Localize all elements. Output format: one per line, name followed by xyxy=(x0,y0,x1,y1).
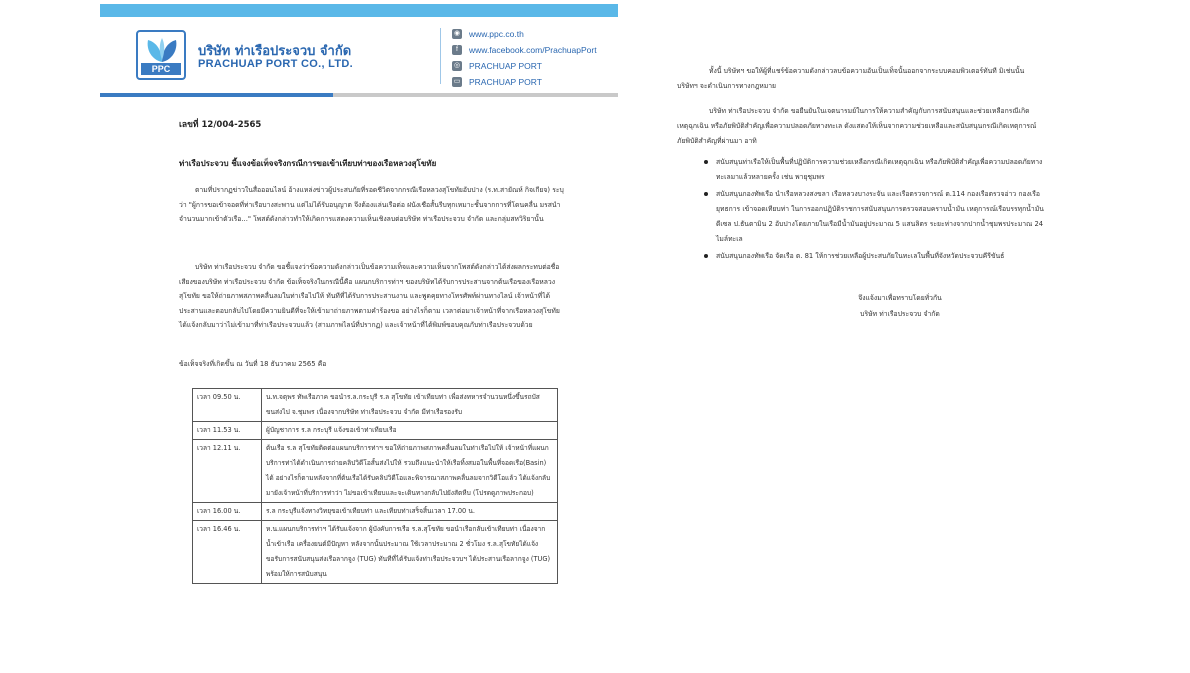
contact-website[interactable] xyxy=(452,26,597,42)
body-paragraph: ตามที่ปรากฏข่าวในสื่อออนไลน์ อ้างแหล่งข่าวผู้ประสบภัยที่รอดชีวิตจากกรณีเรือหลวงสุโขทัยอับปาง (ร.ท.สายัณห์ กิจเกียจ) ระบุว่า "ผู้การขอเข้าจอดที่ท่าเรือบางสะพาน แต่ไม่ได้รับอนุญาต จึงต้องแล่นเรือต่อ ฝนังเชือสั้นรีบทุกเหมาะชั้นจากการที่โดนคลื่น มรสนำจำนวนมากเข้าตัวเรือ..." โพสต์ดังกล่าวทำให้เกิดการแสดงความเห็นเชิงลบต่อบริษัท ท่าเรือประจวบ จำกัด และกลุ่มสหวิริยานั้น xyxy=(179,186,564,224)
contact-facebook[interactable] xyxy=(452,42,597,58)
event-description: ต้นเรือ ร.ล สุโขทัยติดต่อแผนกบริการท่าฯ ขอให้ถ่ายภาพสภาพคลื่นลมในท่าเรือไปให้ เจ้าหน้าที่แผนกบริการท่าได้ดำเนินการถ่ายคลิปวิดีโอสั้นส่งไปให้ รวมถึงแนะนำให้เรือทิ้งสมอในพื้นที่จอดเรือ(Basin) ได้ อย่างไรก็ตามหลังจากที่ต้นเรือได้รับคลิปวิดีโอและพิจารณาสภาพคลื่นลมจากวิดีโอแล้ว ได้แจ้งกลับมายังเจ้าหน้าที่บริการท่าว่า ไม่ขอเข้าเทียบและจะเดินทางกลับไปยังสัตหีบ (โปรดดูภาพประกอบ) xyxy=(262,440,558,503)
list-item xyxy=(702,249,1044,264)
letterhead-bottom-bar xyxy=(100,93,618,97)
contact-line[interactable] xyxy=(452,74,597,90)
company-name-english: PRACHUAP PORT CO., LTD. xyxy=(198,58,353,70)
list-item xyxy=(702,155,1044,185)
body-paragraph: ทั้งนี้ บริษัทฯ ขอให้ผู้ที่แชร์ข้อความดังกล่าวลบข้อความอันเป็นเท็จนั้นออกจากระบบคอมพิวเตอร์ทันที มิเช่นนั้น บริษัทฯ จะดำเนินการทางกฎหมาย xyxy=(677,67,1025,90)
table-row xyxy=(193,422,558,440)
event-timeline-table xyxy=(192,388,558,584)
event-time: เวลา 09.50 น. xyxy=(193,389,262,422)
line-icon: ▭ xyxy=(453,78,461,85)
logo-text: PPC xyxy=(141,63,181,75)
contact-text: PRACHUAP PORT xyxy=(469,61,542,71)
event-description: ผู้บัญชาการ ร.ล กระบุรี แจ้งขอเข้าท่าเทียบเรือ xyxy=(262,422,558,440)
table-row xyxy=(193,389,558,422)
support-list xyxy=(702,155,1044,266)
document-page-1 xyxy=(100,0,620,673)
contact-text: www.ppc.co.th xyxy=(469,29,524,39)
body-paragraph: ข้อเท็จจริงที่เกิดขึ้น ณ วันที่ 18 ธันวาคม 2565 คือ xyxy=(179,360,327,368)
contact-list xyxy=(452,26,597,90)
company-logo xyxy=(136,30,186,80)
globe-icon: ◉ xyxy=(453,30,461,37)
event-time: เวลา 16.00 น. xyxy=(193,503,262,521)
contact-text: www.facebook.com/PrachuapPort xyxy=(469,45,597,55)
document-subject: ท่าเรือประจวบ ชี้แจงข้อเท็จจริงกรณีการขอเข้าเทียบท่าของเรือหลวงสุโขทัย xyxy=(179,159,437,168)
closing-line: จึงแจ้งมาเพื่อทราบโดยทั่วกัน xyxy=(858,294,942,302)
document-page-2 xyxy=(630,0,1050,673)
event-time: เวลา 16.46 น. xyxy=(193,521,262,584)
table-row xyxy=(193,440,558,503)
body-paragraph: บริษัท ท่าเรือประจวบ จำกัด ขอยืนยันในเจตนารมย์ในการให้ความสำคัญกับการสนับสนุนและช่วยเหลือกรณีเกิดเหตุฉุกเฉิน หรือภัยพิบัติสำคัญเพื่อความปลอดภัยทางทะเล ดังแสดงให้เห็นจากความช่วยเหลือและสนับสนุนกรณีเกิดเหตุการณ์ภัยพิบัติสำคัญที่ผ่านมา อาทิ xyxy=(677,107,1037,145)
list-item-text: สนับสนุนกองทัพเรือ จัดเรือ ต. 81 ให้การช่วยเหลือผู้ประสบภัยในทะเลในพื้นที่จังหวัดประจวบคีรีขันธ์ xyxy=(716,252,1005,260)
contact-instagram[interactable] xyxy=(452,58,597,74)
letterhead-divider xyxy=(440,28,441,84)
document-number: เลขที่ 12/004-2565 xyxy=(179,120,262,130)
company-name-thai: บริษัท ท่าเรือประจวบ จำกัด xyxy=(198,44,352,59)
event-description: ร.ล กระบุรีแจ้งทางวิทยุขอเข้าเทียบท่า และเทียบท่าเสร็จสิ้นเวลา 17.00 น. xyxy=(262,503,558,521)
leaf-logo-icon xyxy=(144,36,180,64)
facebook-icon: f xyxy=(452,45,462,55)
table-row xyxy=(193,503,558,521)
body-paragraph: บริษัท ท่าเรือประจวบ จำกัด ขอชี้แจงว่าข้อความดังกล่าวเป็นข้อความเท็จและความเห็นจากโพสต์ดังกล่าวได้ส่งผลกระทบต่อชื่อเสียงของบริษัท ท่าเรือประจวบ จำกัด ข้อเท็จจริงในกรณีนี้คือ แผนกบริการท่าฯ ของบริษัทได้รับการประสานจากต้นเรือของเรือหลวงสุโขทัย ขอให้ถ่ายภาพสภาพคลื่นลมในท่าเรือไปให้ ทันทีที่ได้รับการประสานงาน และพูดคุยทางโทรศัพท์ผ่านทางไลน์ เจ้าหน้าที่ได้ประสานและตอบกลับไปโดยมีความยินดีที่จะให้เข้ามาถ่ายภาพตามคำร้องขอ อย่างไรก็ตาม เวลาต่อมาเจ้าหน้าที่จากเรือหลวงสุโขทัย ได้แจ้งกลับมาว่าไม่เข้ามาที่ท่าเรือประจวบแล้ว (สามภาพไลน์ที่ปรากฏ) และเจ้าหน้าที่ได้พิมพ์ขอบคุณกับท่าเรือประจวบด้วย xyxy=(179,263,560,330)
bullet-icon xyxy=(704,160,708,164)
bullet-icon xyxy=(704,254,708,258)
event-time: เวลา 11.53 น. xyxy=(193,422,262,440)
event-description: น.ท.จตุพร ทัพเรือภาค ขอนำร.ล.กระบุรี ร.ล สุโขทัย เข้าเทียบท่า เพื่อส่งทหารจำนวนหนึ่งขึ้นรถบัสขนส่งไป จ.ชุมพร เนื่องจากบริษัท ท่าเรือประจวบ จำกัด มีท่าเรือรองรับ xyxy=(262,389,558,422)
list-item-text: สนับสนุนกองทัพเรือ นำเรือหลวงสงขลา เรือหลวงบางระจัน และเรือตรวจการณ์ ต.114 กองเรือตรวจอ่าว กองเรือยุทธการ เข้าจอดเทียบท่า ในการออกปฏิบัติราชการสนับสนุนการตรวจสอบคราบน้ำมัน เหตุการณ์เรือบรรทุกน้ำมันดีเซล ป.ธันตามิน 2 อับปางโดยภายในเรือมีน้ำมันอยู่ประมาณ 5 แสนลิตร ระยะห่างจากปากน้ำชุมพรประมาณ 24 ไมล์ทะเล xyxy=(716,190,1044,243)
event-description: ห.น.แผนกบริการท่าฯ ได้รับแจ้งจาก ผู้บังคับการเรือ ร.ล.สุโขทัย ขอนำเรือกลับเข้าเทียบท่า เนื่องจากน้ำเข้าเรือ เครื่องยนต์มีปัญหา หลังจากนั้นประมาณ ใช้เวลาประมาณ 2 ชั่วโมง ร.ล.สุโขทัยได้แจ้งขอรับการสนับสนุนส่งเรือลากจูง (TUG) ทันทีที่ได้รับแจ้งท่าเรือประจวบฯ ได้ประสานเรือลากจูง (TUG) พร้อมให้การสนับสนุน xyxy=(262,521,558,584)
table-row xyxy=(193,521,558,584)
list-item-text: สนับสนุนท่าเรือให้เป็นพื้นที่ปฏิบัติการความช่วยเหลือกรณีเกิดเหตุฉุกเฉิน หรือภัยพิบัติสำคัญเพื่อความปลอดภัยทางทะเลมาแล้วหลายครั้ง เช่น พายุชุมพร xyxy=(716,158,1043,181)
signature-company: บริษัท ท่าเรือประจวบ จำกัด xyxy=(860,310,940,318)
instagram-icon: ◎ xyxy=(453,62,461,69)
list-item xyxy=(702,187,1044,247)
event-time: เวลา 12.11 น. xyxy=(193,440,262,503)
bullet-icon xyxy=(704,192,708,196)
letterhead-top-bar xyxy=(100,4,618,17)
contact-text: PRACHUAP PORT xyxy=(469,77,542,87)
